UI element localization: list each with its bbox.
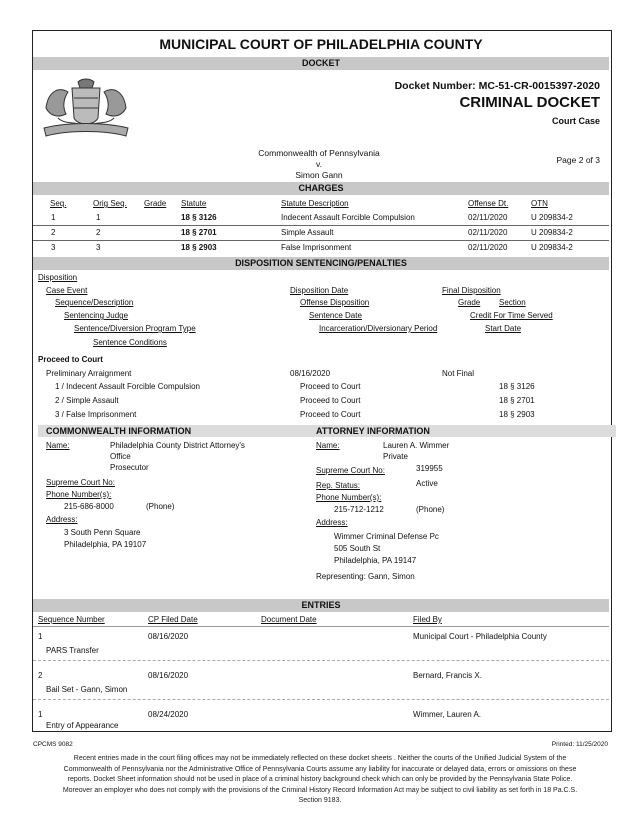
charges-header-otn: OTN [531, 199, 548, 208]
cw-address-label: Address: [46, 515, 78, 524]
atty-name: Lauren A. Wimmer [383, 441, 450, 450]
row-divider [33, 225, 609, 226]
disclaimer-text: Recent entries made in the court filing offices may not be immediately reflected on these docket sheets . Neither the courts of the Unified Judicial System of the Commonwealth of Pennsylvania nor the Administrative Office of Pennsylvania Courts assume any liability for inaccurate or delayed data, errors or omissions on these reports. Docket Sheet information should not be used in place of a criminal history background check which can only be provided by the Pennsylvania State Police. Moreover an employer who does not comply with the provisions of the Criminal History Record Information Act may be subject to civil liability as set forth in 18 Pa.C.S. Section 9183. [62, 755, 578, 804]
cw-supreme-label: Supreme Court No: [46, 478, 115, 487]
atty-representing: Representing: Gann, Simon [316, 572, 415, 581]
entry-divider [33, 660, 609, 661]
item-disposition: Proceed to Court [300, 410, 361, 419]
entry-divider [33, 699, 609, 700]
label-sentence-conditions: Sentence Conditions [93, 338, 167, 347]
atty-address3: Philadelphia, PA 19147 [334, 556, 417, 565]
row-divider [33, 240, 609, 241]
entry-cp-date: 08/16/2020 [148, 632, 189, 641]
charge-otn: U 209834-2 [531, 243, 573, 252]
event-final-status: Not Final [442, 369, 475, 378]
event-date: 08/16/2020 [290, 369, 331, 378]
entries-header-divider [33, 626, 609, 627]
label-final-disposition: Final Disposition [442, 286, 501, 295]
charge-otn: U 209834-2 [531, 228, 573, 237]
cw-name-label: Name: [46, 441, 70, 450]
entries-header-document-date: Document Date [261, 615, 317, 624]
cw-phone-label: Phone Number(s): [46, 490, 112, 499]
charge-orig-seq: 1 [96, 213, 101, 222]
charge-orig-seq: 3 [96, 243, 101, 252]
page-number: Page 2 of 3 [556, 155, 600, 165]
charges-header-seq: Seq. [50, 199, 67, 208]
charges-bar: CHARGES [33, 182, 609, 195]
cw-name-line3: Prosecutor [110, 463, 149, 472]
criminal-docket-title: CRIMINAL DOCKET [459, 94, 600, 111]
charge-seq: 3 [51, 243, 56, 252]
entry-cp-date: 08/24/2020 [148, 710, 189, 719]
entry-sequence: 1 [38, 632, 43, 641]
atty-address1: Wimmer Criminal Defense Pc [334, 532, 439, 541]
cw-phone: 215-686-8000 [64, 502, 114, 511]
atty-rep-status: Active [416, 479, 438, 488]
court-title: MUNICIPAL COURT OF PHILADELPHIA COUNTY [159, 36, 483, 52]
charge-statute: 18 § 3126 [181, 213, 217, 222]
disposition-bar: DISPOSITION SENTENCING/PENALTIES [33, 257, 609, 270]
charges-header-grade: Grade [144, 199, 167, 208]
atty-phone-type: (Phone) [416, 505, 445, 514]
item-disposition: Proceed to Court [300, 382, 361, 391]
item-description: 2 / Simple Assault [55, 396, 119, 405]
caption-v: v. [316, 159, 322, 169]
charges-header-offense-date: Offense Dt. [468, 199, 509, 208]
pennsylvania-seal-icon [38, 78, 134, 140]
label-section: Section [499, 298, 526, 307]
proceed-to-court-heading: Proceed to Court [38, 355, 103, 364]
court-case-label: Court Case [551, 116, 600, 126]
label-incarceration-period: Incarceration/Diversionary Period [319, 324, 438, 333]
charge-offense-date: 02/11/2020 [468, 243, 508, 252]
charges-header-statute: Statute [181, 199, 207, 208]
entry-sequence: 1 [38, 710, 43, 719]
atty-phone: 215-712-1212 [334, 505, 384, 514]
entries-header-cp-filed: CP Filed Date [148, 615, 198, 624]
charge-offense-date: 02/11/2020 [468, 213, 508, 222]
entry-filed-by: Municipal Court - Philadelphia County [413, 632, 547, 641]
entry-description: Bail Set - Gann, Simon [46, 685, 128, 694]
charge-description: False Imprisonment [281, 243, 352, 252]
entry-description: Entry of Appearance [46, 721, 119, 730]
charge-statute: 18 § 2701 [181, 228, 217, 237]
entry-filed-by: Wimmer, Lauren A. [413, 710, 482, 719]
entries-header-filed-by: Filed By [413, 615, 442, 624]
form-number: CPCMS 9082 [33, 741, 73, 748]
entry-sequence: 2 [38, 671, 43, 680]
atty-address2: 505 South St [334, 544, 381, 553]
event-name: Preliminary Arraignment [46, 369, 132, 378]
printed-date: Printed: 11/25/2020 [551, 741, 608, 748]
label-sentencing-judge: Sentencing Judge [64, 311, 129, 320]
label-credit-time-served: Credit For Time Served [470, 311, 553, 320]
charge-otn: U 209834-2 [531, 213, 573, 222]
label-disposition: Disposition [38, 273, 78, 282]
entries-bar: ENTRIES [33, 599, 609, 612]
label-grade: Grade [458, 298, 481, 307]
charge-statute: 18 § 2903 [181, 243, 217, 252]
label-disposition-date: Disposition Date [290, 286, 349, 295]
label-case-event: Case Event [46, 286, 88, 295]
charge-seq: 1 [51, 213, 56, 222]
item-section: 18 § 3126 [499, 382, 535, 391]
charge-description: Indecent Assault Forcible Compulsion [281, 213, 415, 222]
item-section: 18 § 2701 [499, 396, 535, 405]
atty-supreme-number: 319955 [416, 464, 443, 473]
cw-address1: 3 South Penn Square [64, 528, 141, 537]
item-disposition: Proceed to Court [300, 396, 361, 405]
docket-number: Docket Number: MC-51-CR-0015397-2020 [394, 80, 600, 92]
charges-header-description: Statute Description [281, 199, 349, 208]
caption-commonwealth: Commonwealth of Pennsylvania [258, 148, 380, 158]
label-offense-disposition: Offense Disposition [300, 298, 370, 307]
atty-rep-label: Rep. Status: [316, 481, 361, 490]
atty-name-label: Name: [316, 441, 340, 450]
cw-name-line2: Office [110, 452, 131, 461]
entries-header-sequence: Sequence Number [38, 615, 105, 624]
item-section: 18 § 2903 [499, 410, 535, 419]
entry-cp-date: 08/16/2020 [148, 671, 189, 680]
label-sequence-description: Sequence/Description [55, 298, 134, 307]
attorney-info-bar: ATTORNEY INFORMATION [308, 425, 616, 437]
entry-filed-by: Bernard, Francis X. [413, 671, 482, 680]
atty-phone-label: Phone Number(s): [316, 493, 382, 502]
entry-description: PARS Transfer [46, 646, 99, 655]
charges-header-orig-seq: Orig Seq. [93, 199, 127, 208]
atty-supreme-label: Supreme Court No: [316, 466, 385, 475]
label-sentence-date: Sentence Date [309, 311, 362, 320]
label-sentence-program: Sentence/Diversion Program Type [74, 324, 196, 333]
caption-defendant: Simon Gann [295, 170, 343, 180]
label-start-date: Start Date [485, 324, 522, 333]
commonwealth-info-bar: COMMONWEALTH INFORMATION [38, 425, 312, 437]
docket-bar: DOCKET [33, 57, 609, 70]
cw-address2: Philadelphia, PA 19107 [64, 540, 147, 549]
item-description: 3 / False Imprisonment [55, 410, 137, 419]
atty-type: Private [383, 452, 408, 461]
item-description: 1 / Indecent Assault Forcible Compulsion [55, 382, 200, 391]
cw-phone-type: (Phone) [146, 502, 175, 511]
atty-address-label: Address: [316, 518, 348, 527]
charge-orig-seq: 2 [96, 228, 101, 237]
charge-description: Simple Assault [281, 228, 334, 237]
charge-seq: 2 [51, 228, 56, 237]
cw-name-line1: Philadelphia County District Attorney's [110, 441, 245, 450]
charge-offense-date: 02/11/2020 [468, 228, 508, 237]
